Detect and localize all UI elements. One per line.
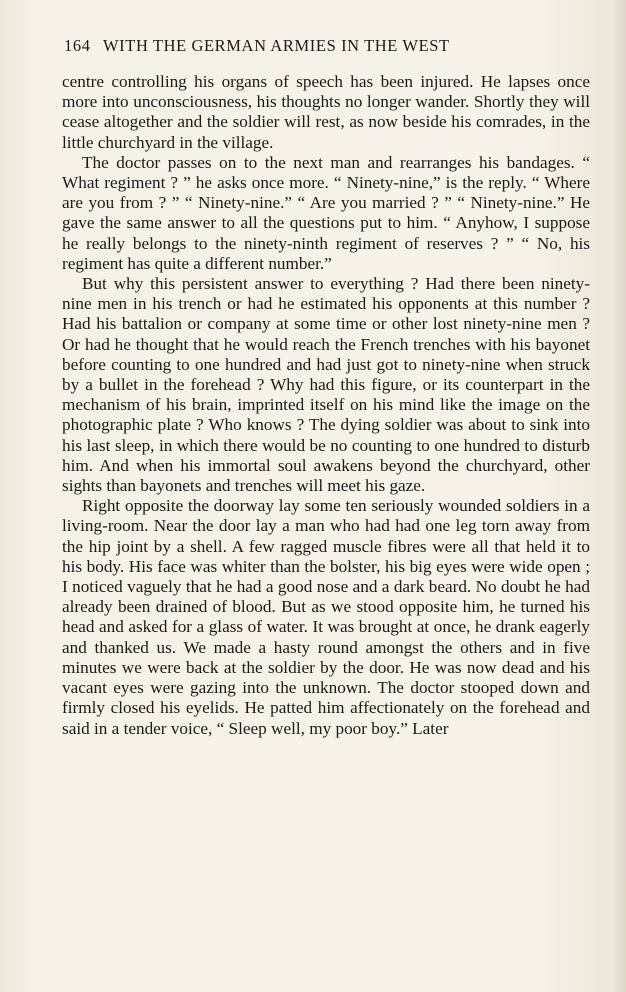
running-title: WITH THE GERMAN ARMIES IN THE WEST [103,36,450,55]
paragraph: centre controlling his organs of speech has been injured. He lapses once more into unconsciousness, his thoughts no longer wander. Shortly they will cease altogether and the soldier will rest, as now beside his comrades, in the little churchyard in the village. [62,72,590,152]
page-number: 164 [64,36,91,55]
paragraph: The doctor passes on to the next man and rearranges his bandages. “ What regiment ? ” he asks once more. “ Ninety-nine,” is the reply. “ Where are you from ? ” “ Ninety-nine.” “ Are you married ? ” “ Ninety-nine.” He gave the same answer to all the questions put to him. “ Anyhow, I suppose he really belongs to the ninety-ninth regiment of reserves ? ” “ No, his regiment has quite a different number.” [62,152,590,273]
running-header [64,36,564,56]
paragraph: Right opposite the doorway lay some ten seriously wounded soldiers in a living-room. Near the door lay a man who had had one leg torn away from the hip joint by a shell. A few ragged muscle fibres were all that held it to his body. His face was whiter than the bolster, his big eyes were wide open ; I noticed vaguely that he had a good nose and a dark beard. No doubt he had already been drained of blood. But as we stood opposite him, he turned his head and asked for a glass of water. It was brought at once, he drank eagerly and thanked us. We made a hasty round amongst the others and in five minutes we were back at the soldier by the door. He was now dead and his vacant eyes were gazing into the unknown. The doctor stooped down and firmly closed his eyelids. He patted him affectionately on the forehead and said in a tender voice, “ Sleep well, my poor boy.” Later [62,496,590,738]
page-edge-shadow [612,0,626,992]
paragraph: But why this persistent answer to everything ? Had there been ninety-nine men in his trench or had he estimated his opponents at this number ? Had his battalion or company at some time or other lost ninety-nine men ? Or had he thought that he would reach the French trenches with his bayonet before counting to one hundred and had just got to ninety-nine when struck by a bullet in the forehead ? Why had this figure, or its counterpart in the mechanism of his brain, imprinted itself on his mind like the image on the photographic plate ? Who knows ? The dying soldier was about to sink into his last sleep, in which there would be no counting to one hundred to disturb him. And when his immortal soul awakens beyond the churchyard, other sights than bayonets and trenches will meet his gaze. [62,274,590,496]
body-text [62,72,590,739]
